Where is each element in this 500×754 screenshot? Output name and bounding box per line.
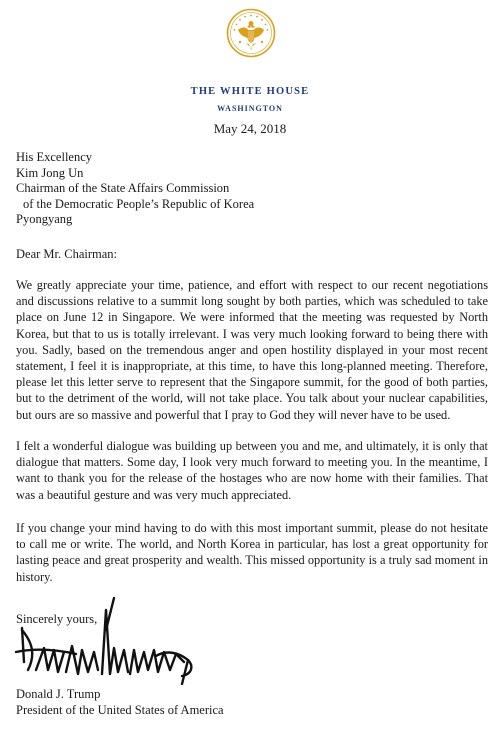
letterhead-title: THE WHITE HOUSE (190, 86, 310, 97)
salutation: Dear Mr. Chairman: (16, 247, 118, 261)
body-paragraph-2: I felt a wonderful dialogue was building up between you and me, and ultimately, it is only that dialogue that matters. Some day, I look very much forward to meeting you. In the meantime, I want to thank you for the release of the hostages who are now home with their families. That was a beautiful gesture and was very much appreciated. (16, 439, 488, 502)
letter-date: May 24, 2018 (213, 121, 287, 136)
closing: Sincerely yours, (16, 612, 98, 626)
recipient-line-1: His Excellency (16, 150, 93, 164)
recipient-line-2: Kim Jong Un (16, 165, 84, 180)
recipient-line-5: Pyongyang (16, 212, 73, 227)
body-paragraph-3: If you change your mind having to do with this most important summit, please do not hesitate to call me or write. The world, and North Korea in particular, has lost a great opportunity for lasting peace and great prosperity and wealth. This missed opportunity is a truly sad moment in history. (16, 521, 488, 584)
signer-name: Donald J. Trump (16, 687, 101, 701)
letterhead-subtitle: WASHINGTON (217, 104, 283, 113)
recipient-address (16, 150, 254, 228)
body-paragraph-1: We greatly appreciate your time, patience, and effort with respect to our recent negotiations and discussions relative to a summit long sought by both parties, which was scheduled to take place on June 12 in Singapore. We were informed that the meeting was requested by North Korea, but that to us is totally irrelevant. I was very much looking forward to being there with you. Sadly, based on the tremendous anger and open hostility displayed in your most recent statement, I feel it is inappropriate, at this time, to have this long-planned meeting. Therefore, please let this letter serve to represent that the Singapore summit, for the good of both parties, but to the detriment of the world, will not take place. You talk about your nuclear capabilities, but ours are so massive and powerful that I pray to God they will never have to be used. (16, 278, 488, 422)
recipient-line-4: of the Democratic People’s Republic of Korea (23, 196, 255, 211)
handwritten-signature (6, 590, 206, 685)
presidential-seal-icon (226, 8, 276, 58)
recipient-line-3: Chairman of the State Affairs Commission (16, 181, 230, 196)
signer-title: President of the United States of America (16, 703, 224, 717)
